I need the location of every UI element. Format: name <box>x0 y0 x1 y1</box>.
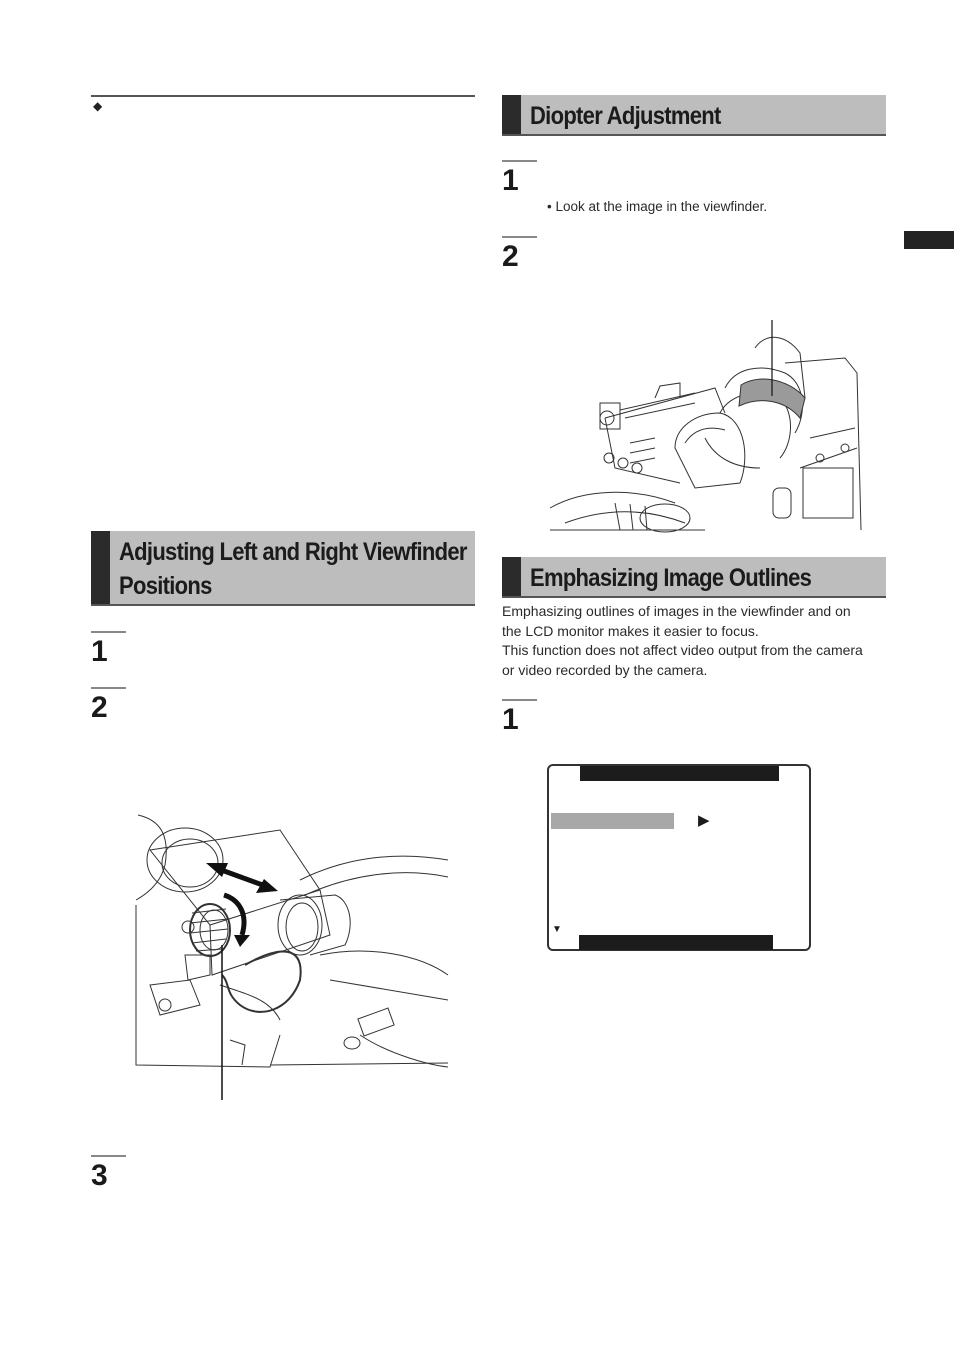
section-header-viewfinder-position <box>91 531 475 606</box>
header-tab <box>502 557 521 596</box>
section-header-outlines <box>502 557 886 598</box>
step-number: 3 <box>91 1159 108 1192</box>
down-triangle-icon: ▼ <box>552 924 562 935</box>
paragraph-line: This function does not affect video output from the camera <box>502 642 863 658</box>
diopter-ring-illustration <box>545 318 865 533</box>
section-title: Diopter Adjustment <box>530 102 721 130</box>
arrow-head-icon <box>206 863 228 877</box>
step-rule <box>91 1155 126 1157</box>
section-title: Emphasizing Image Outlines <box>530 564 812 592</box>
menu-screen <box>547 764 811 951</box>
step-rule <box>502 160 537 162</box>
menu-title-bar <box>580 766 779 781</box>
page-side-tab <box>904 231 954 249</box>
right-triangle-icon: ▶ <box>698 812 710 829</box>
arrow-head-icon <box>234 935 250 947</box>
bullet-text: • Look at the image in the viewfinder. <box>547 199 768 214</box>
title-line-2: Positions <box>119 572 212 600</box>
step-rule <box>91 631 126 633</box>
step-number: 2 <box>502 240 519 273</box>
paragraph-line: or video recorded by the camera. <box>502 661 708 678</box>
header-tab <box>502 95 521 134</box>
menu-selected-item <box>551 813 674 829</box>
viewfinder-slide-illustration <box>130 805 460 1105</box>
diamond-icon: ◆ <box>93 99 103 113</box>
outlines-paragraph <box>502 602 886 680</box>
step-rule <box>502 699 537 701</box>
header-tab <box>91 531 110 604</box>
menu-bottom-bar <box>579 935 773 950</box>
paragraph-line: Emphasizing outlines of images in the viewfinder and on <box>502 603 851 619</box>
step-number: 1 <box>502 703 519 736</box>
step-number: 1 <box>91 635 108 668</box>
paragraph-line: the LCD monitor makes it easier to focus. <box>502 622 759 639</box>
step-rule <box>91 687 126 689</box>
step-number: 2 <box>91 691 108 724</box>
section-header-diopter <box>502 95 886 136</box>
top-divider <box>91 95 475 97</box>
step-number: 1 <box>502 164 519 197</box>
step-rule <box>502 236 537 238</box>
section-title <box>119 535 467 603</box>
title-line-1: Adjusting Left and Right Viewfinder <box>119 538 467 566</box>
